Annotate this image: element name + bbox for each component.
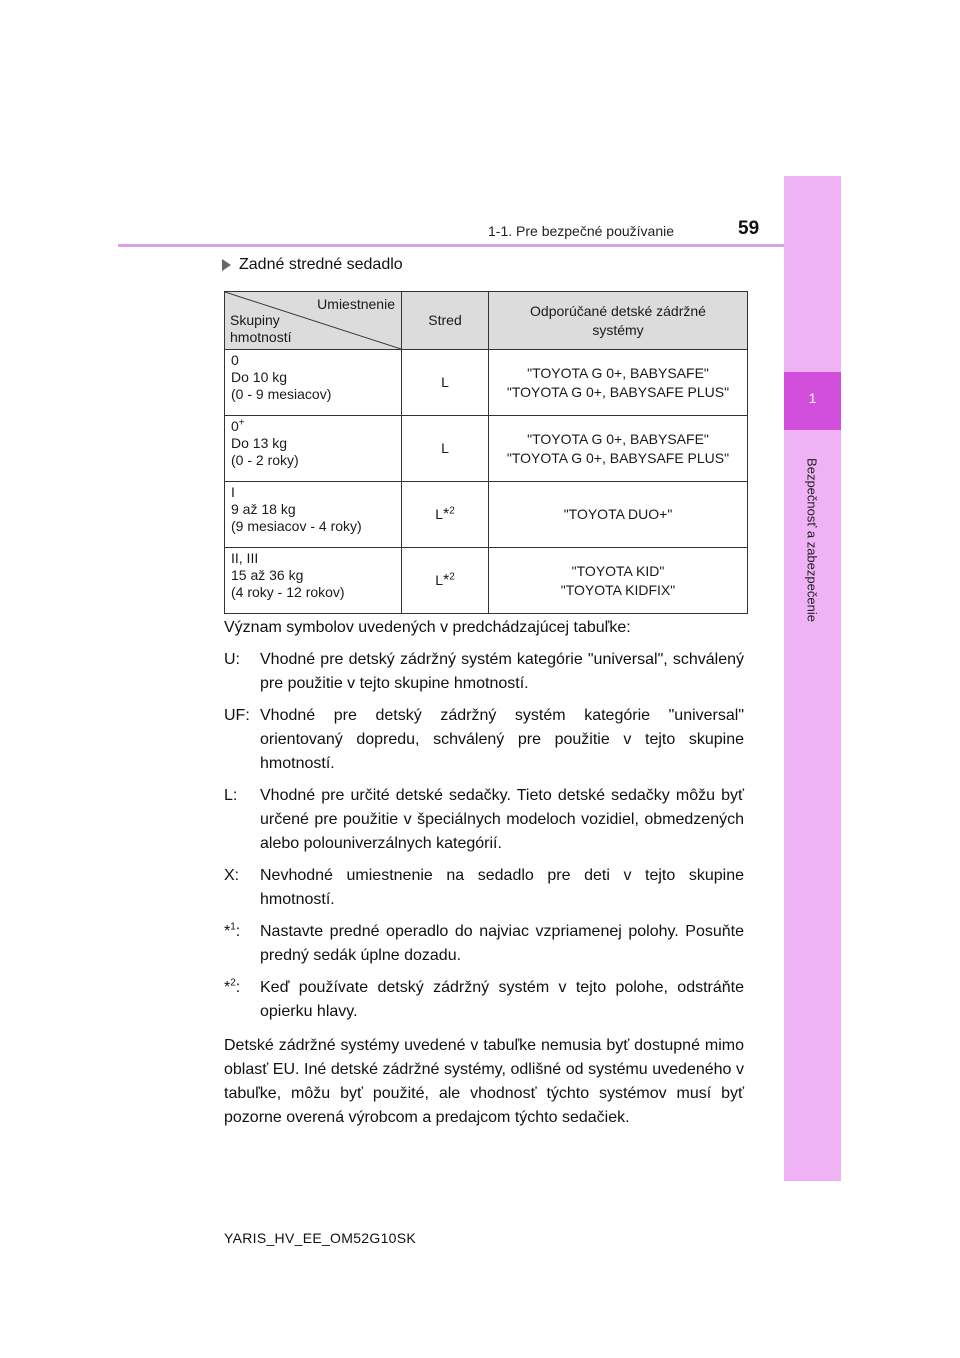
- legend-item: [224, 864, 744, 912]
- legend-intro: Význam symbolov uvedených v predchádzajúcej tabuľke:: [224, 619, 631, 636]
- chapter-label: Bezpečnosť a zabezpečenie: [804, 458, 820, 622]
- group-cell: 0+ Do 13 kg (0 - 2 roky): [225, 416, 402, 482]
- page-number: 59: [738, 218, 760, 239]
- table-corner-cell: [225, 292, 402, 350]
- legend-text: Vhodné pre určité detské sedačky. Tieto detské sedačky môžu byť určené pre použitie v špeciálnych modeloch vozidiel, obmedzených alebo polouniverzálnych kategórií.: [260, 787, 744, 852]
- table-row: [225, 416, 748, 482]
- table-row: [225, 350, 748, 416]
- center-cell: L: [402, 416, 489, 482]
- legend-text: Nevhodné umiestnenie na sedadlo pre deti v tejto skupine hmotností.: [260, 867, 744, 908]
- group-cell: II, III 15 až 36 kg (4 roky - 12 rokov): [225, 548, 402, 614]
- legend-item: [224, 648, 744, 696]
- recommended-cell: "TOYOTA DUO+": [489, 482, 748, 548]
- section-title-text: Zadné stredné sedadlo: [239, 256, 403, 273]
- legend-key: L:: [224, 787, 238, 804]
- table-header-row: [225, 292, 748, 350]
- table-row: [225, 548, 748, 614]
- legend-key: U:: [224, 651, 240, 668]
- legend-key: X:: [224, 867, 240, 884]
- group-cell: 0 Do 10 kg (0 - 9 mesiacov): [225, 350, 402, 416]
- header-divider: [118, 244, 784, 247]
- legend-text: Keď používate detský zádržný systém v tejto polohe, odstráňte opierku hlavy.: [260, 979, 744, 1020]
- closing-paragraph: Detské zádržné systémy uvedené v tabuľke nemusia byť dostupné mimo oblasť EU. Iné detské zádržné systémy, odlišné od systému uvedeného v tabuľke, môžu byť použité, ale vhodnosť týchto systémov musí byť pozorne overená výrobcom a predajcom týchto sedačiek.: [224, 1037, 744, 1126]
- section-header: 1-1. Pre bezpečné používanie: [488, 223, 675, 239]
- recommended-cell: "TOYOTA G 0+, BABYSAFE" "TOYOTA G 0+, BABYSAFE PLUS": [489, 416, 748, 482]
- legend-block: [224, 616, 744, 1130]
- legend-item: [224, 704, 744, 776]
- chapter-number: 1: [808, 390, 817, 406]
- footer-code: YARIS_HV_EE_OM52G10SK: [224, 1230, 417, 1246]
- legend-item: [224, 784, 744, 856]
- legend-item: [224, 920, 744, 968]
- center-cell: L: [402, 350, 489, 416]
- recommended-cell: "TOYOTA G 0+, BABYSAFE" "TOYOTA G 0+, BABYSAFE PLUS": [489, 350, 748, 416]
- corner-group-label: Skupiny hmotností: [230, 312, 292, 345]
- legend-text: Vhodné pre detský zádržný systém kategórie "universal" orientovaný dopredu, schválený pre použitie v tejto skupine hmotností.: [260, 707, 744, 772]
- legend-text: Vhodné pre detský zádržný systém kategórie "universal", schválený pre použitie v tejto skupine hmotností.: [260, 651, 744, 692]
- legend-item: [224, 976, 744, 1024]
- group-cell: I 9 až 18 kg (9 mesiacov - 4 roky): [225, 482, 402, 548]
- legend-list: [224, 648, 744, 1024]
- chapter-side-band: [784, 176, 841, 1181]
- triangle-bullet-icon: [222, 259, 231, 271]
- corner-position-label: Umiestnenie: [317, 296, 395, 312]
- child-seat-table: [224, 291, 748, 614]
- center-cell: L*$^2$: [402, 548, 489, 614]
- recommended-cell: "TOYOTA KID" "TOYOTA KIDFIX": [489, 548, 748, 614]
- legend-key: UF:: [224, 707, 250, 724]
- section-title: [222, 256, 403, 274]
- col-header-recommended: Odporúčané detské zádržné systémy: [489, 292, 748, 350]
- col-header-center: Stred: [402, 292, 489, 350]
- table-row: [225, 482, 748, 548]
- legend-key: *$^1$:: [224, 921, 241, 940]
- legend-text: Nastavte predné operadlo do najviac vzpriamenej polohy. Posuňte predný sedák úplne dozadu.: [260, 923, 744, 964]
- center-cell: L*$^2$: [402, 482, 489, 548]
- legend-key: *$^2$:: [224, 977, 241, 996]
